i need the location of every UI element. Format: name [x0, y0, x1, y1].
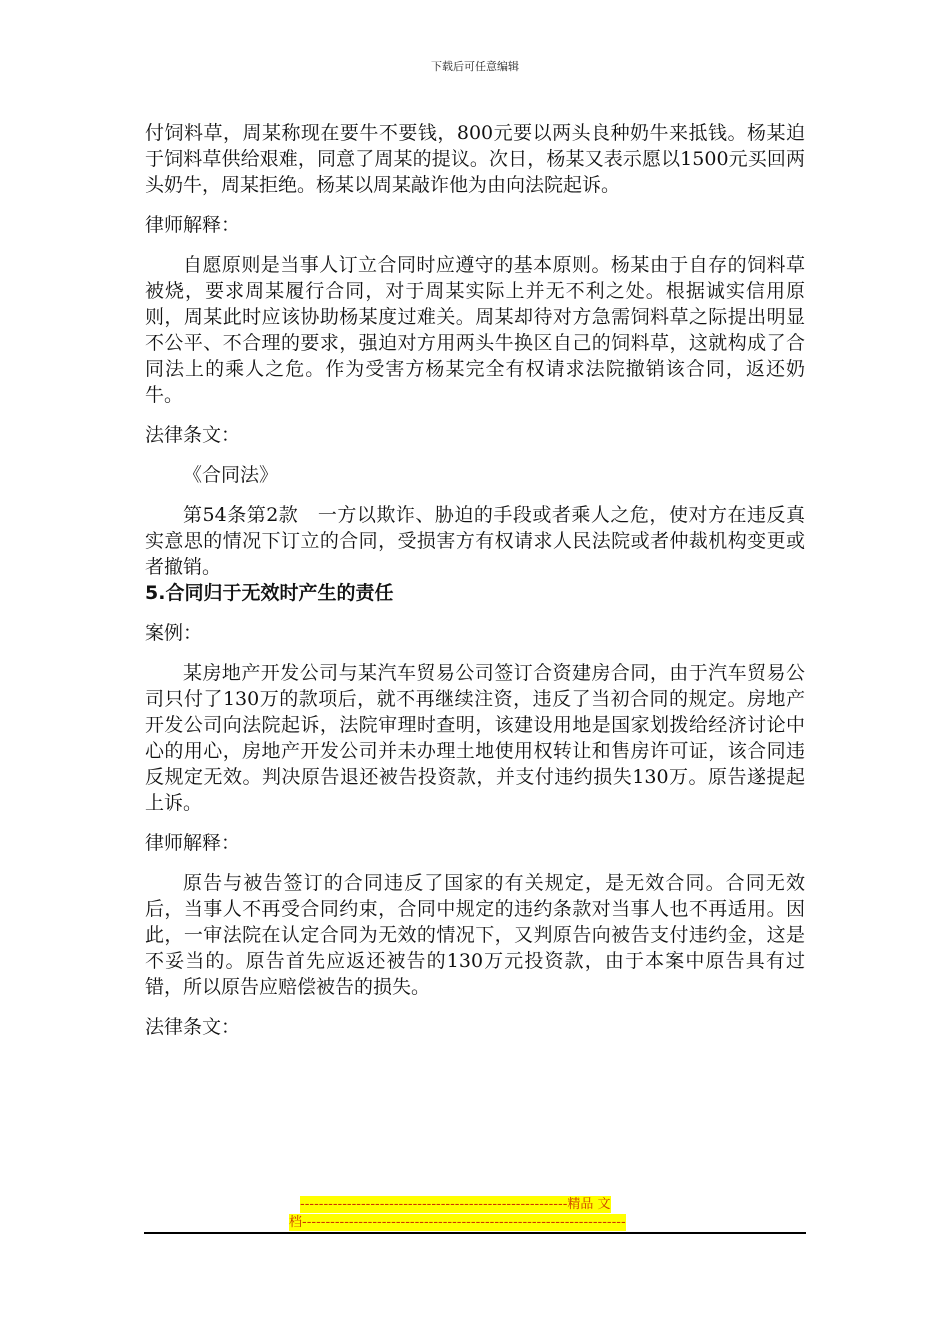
case-continuation-paragraph: 付饲料草，周某称现在要牛不要钱，800元要以两头良种奶牛来抵钱。杨某迫于饲料草供给艰难，同意了周某的提议。次日，杨某又表示愿以1500元买回两头奶牛，周某拒绝。杨某以周某敲诈他为由向法院起诉。: [145, 122, 805, 196]
case-paragraph: 某房地产开发公司与某汽车贸易公司签订合资建房合同，由于汽车贸易公司只付了130万的款项后，就不再继续注资，违反了当初合同的规定。房地产开发公司向法院起诉，法院审理时查明，该建设用地是国家划拨给经济讨论中心的用心，房地产开发公司并未办理土地使用权转让和售房许可证，该合同违反规定无效。判决原告退还被告投资款，并支付违约损失130万。原告遂提起上诉。: [145, 662, 805, 814]
law-title: 《合同法》: [183, 464, 279, 486]
lawyer-explanation-label: 律师解释：: [145, 832, 241, 854]
footer-line-2: 档---------------------------------------------------------------------: [289, 1215, 626, 1230]
footer-line-1: ---------------------------------------------------------精品 文: [300, 1197, 611, 1212]
lawyer-explanation-paragraph: 自愿原则是当事人订立合同时应遵守的基本原则。杨某由于自存的饲料草被烧，要求周某履行合同，对于周某实际上并无不利之处。根据诚实信用原则，周某此时应该协助杨某度过难关。周某却待对方急需饲料草之际提出明显不公平、不合理的要求，强迫对方用两头牛换区自己的饲料草，这就构成了合同法上的乘人之危。作为受害方杨某完全有权请求法院撤销该合同，返还奶牛。: [145, 254, 805, 406]
lawyer-explanation-paragraph: 原告与被告签订的合同违反了国家的有关规定，是无效合同。合同无效后，当事人不再受合同约束，合同中规定的违约条款对当事人也不再适用。因此，一审法院在认定合同为无效的情况下，又判原告向被告支付违约金，这是不妥当的。原告首先应返还被告的130万元投资款，由于本案中原告具有过错，所以原告应赔偿被告的损失。: [145, 872, 805, 998]
law-article-paragraph: 第54条第2款 一方以欺诈、胁迫的手段或者乘人之危，使对方在违反真实意思的情况下订立的合同，受损害方有权请求人民法院或者仲裁机构变更或者撤销。: [145, 504, 805, 578]
legal-provisions-label: 法律条文：: [145, 1016, 241, 1038]
footer-rule: [144, 1232, 806, 1234]
section-heading: 5.合同归于无效时产生的责任: [145, 582, 394, 604]
case-label: 案例：: [145, 622, 203, 644]
document-body: [145, 120, 805, 1040]
legal-provisions-label: 法律条文：: [145, 424, 241, 446]
page-header: 下载后可任意编辑: [431, 60, 519, 73]
lawyer-explanation-label: 律师解释：: [145, 214, 241, 236]
